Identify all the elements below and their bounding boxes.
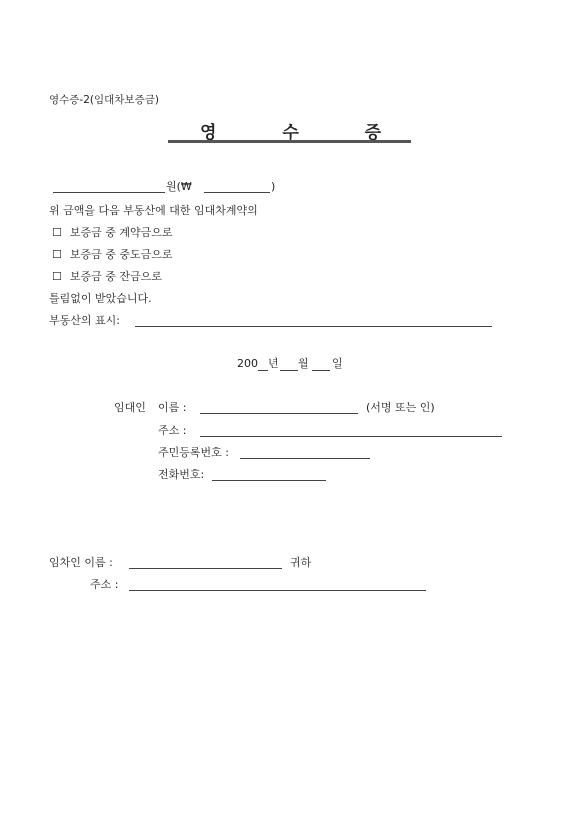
option-down-payment[interactable] bbox=[52, 226, 173, 240]
property-blank[interactable] bbox=[135, 326, 492, 327]
property-label: 부동산의 표시: bbox=[49, 314, 120, 327]
checkbox-icon[interactable]: ☐ bbox=[52, 226, 62, 239]
lessor-phone-label: 전화번호: bbox=[158, 468, 205, 481]
lessor-role-label: 임대인 bbox=[114, 401, 146, 414]
option-label: 보증금 중 계약금으로 bbox=[69, 226, 173, 239]
checkbox-icon[interactable]: ☐ bbox=[52, 248, 62, 261]
lessor-address-label: 주소 : bbox=[158, 424, 187, 437]
lessee-name-blank[interactable] bbox=[129, 568, 282, 569]
lessor-resident-no-blank[interactable] bbox=[240, 458, 370, 459]
lessor-name-label: 이름 : bbox=[158, 401, 187, 414]
statement-text: 위 금액을 다음 부동산에 대한 임대차계약의 bbox=[49, 204, 258, 217]
option-label: 보증금 중 잔금으로 bbox=[69, 270, 162, 283]
amount-number-blank[interactable] bbox=[204, 192, 270, 193]
lessor-phone-blank[interactable] bbox=[212, 480, 326, 481]
confirmation-text: 틀림없이 받았습니다. bbox=[49, 292, 152, 305]
lessee-address-label: 주소 : bbox=[90, 578, 119, 591]
date-month-unit: 월 bbox=[298, 357, 309, 370]
date-year-unit: 년 bbox=[268, 357, 279, 370]
lessor-address-blank[interactable] bbox=[200, 436, 502, 437]
lessee-name-label: 임차인 이름 : bbox=[49, 556, 113, 569]
date-year-prefix: 200 bbox=[237, 357, 258, 370]
lessee-honorific: 귀하 bbox=[290, 556, 312, 569]
lessor-sign-note: (서명 또는 인) bbox=[366, 401, 435, 414]
year-blank[interactable] bbox=[258, 370, 268, 371]
form-code: 영수증-2(임대차보증금) bbox=[49, 94, 159, 106]
lessor-resident-no-label: 주민등록번호 : bbox=[158, 446, 229, 459]
day-blank[interactable] bbox=[312, 370, 330, 371]
document-title: 영 수 증 bbox=[200, 123, 412, 143]
title-underline bbox=[168, 140, 411, 143]
amount-close-paren: ) bbox=[271, 180, 276, 193]
lessor-name-blank[interactable] bbox=[200, 413, 358, 414]
month-blank[interactable] bbox=[280, 370, 298, 371]
option-label: 보증금 중 중도금으로 bbox=[69, 248, 173, 261]
amount-won-label: 원(₩ bbox=[166, 180, 192, 193]
amount-blank[interactable] bbox=[53, 192, 165, 193]
option-balance-payment[interactable] bbox=[52, 270, 162, 284]
option-interim-payment[interactable] bbox=[52, 248, 173, 262]
date-day-unit: 일 bbox=[332, 357, 343, 370]
lessee-address-blank[interactable] bbox=[129, 590, 426, 591]
checkbox-icon[interactable]: ☐ bbox=[52, 270, 62, 283]
